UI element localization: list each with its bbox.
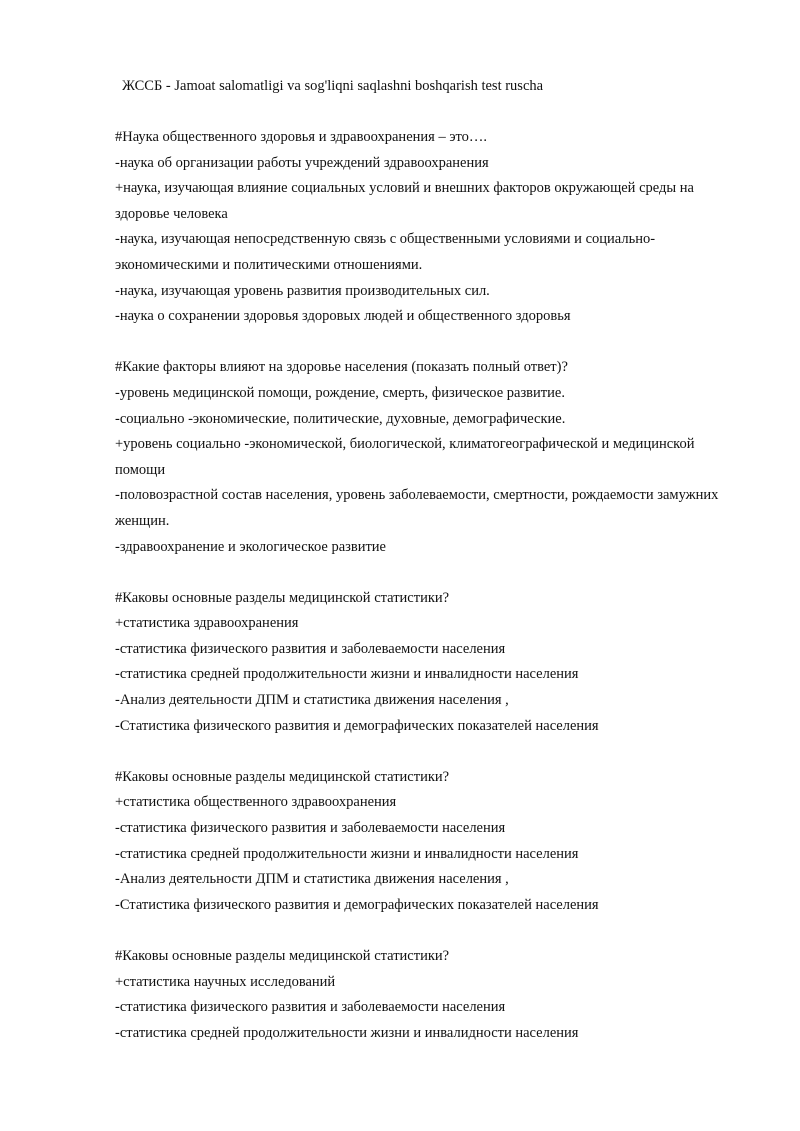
answer-option: -здравоохранение и экологическое развитие <box>115 538 386 555</box>
answer-option: -статистика физического развития и заболеваемости населения <box>115 640 506 657</box>
answer-option: -социально -экономические, политические, духовные, демографические. <box>115 410 566 427</box>
answer-option: -половозрастной состав населения, уровень заболеваемости, смертности, рождаемости замужних женщин. <box>115 487 719 529</box>
question-block <box>115 586 735 740</box>
question-text: #Какие факторы влияют на здоровье населения (показать полный ответ)? <box>115 359 568 376</box>
document-title: ЖССБ - Jamoat salomatligi va sog'liqni saqlashni boshqarish test ruscha <box>122 78 544 94</box>
answer-option: -статистика физического развития и заболеваемости населения <box>115 820 506 837</box>
answer-option: -наука, изучающая уровень развития производительных сил. <box>115 282 490 299</box>
document-body <box>115 125 735 1072</box>
answer-option-correct: +статистика научных исследований <box>115 973 336 990</box>
answer-option-correct: +уровень социально -экономической, биологической, климатогеографической и медицинской помощи <box>115 436 695 478</box>
answer-option: -статистика средней продолжительности жизни и инвалидности населения <box>115 845 579 862</box>
question-block <box>115 765 735 919</box>
question-text: #Каковы основные разделы медицинской статистики? <box>115 589 450 606</box>
question-block <box>115 125 735 330</box>
answer-option: -Статистика физического развития и демографических показателей населения <box>115 717 599 734</box>
answer-option: -наука о сохранении здоровья здоровых людей и общественного здоровья <box>115 308 571 325</box>
question-block <box>115 944 735 1046</box>
answer-option-correct: +статистика здравоохранения <box>115 615 299 632</box>
answer-option: -Анализ деятельности ДПМ и статистика движения населения , <box>115 871 509 888</box>
answer-option: -уровень медицинской помощи, рождение, смерть, физическое развитие. <box>115 384 565 401</box>
answer-option: -статистика средней продолжительности жизни и инвалидности населения <box>115 666 579 683</box>
answer-option: -наука, изучающая непосредственную связь с общественными условиями и социально-экономическими и политическими отношениями. <box>115 231 656 273</box>
answer-option: -статистика физического развития и заболеваемости населения <box>115 999 506 1016</box>
question-block <box>115 355 735 560</box>
question-text: #Каковы основные разделы медицинской статистики? <box>115 768 450 785</box>
answer-option: -наука об организации работы учреждений здравоохранения <box>115 154 489 171</box>
answer-option: -Статистика физического развития и демографических показателей населения <box>115 896 599 913</box>
answer-option: -Анализ деятельности ДПМ и статистика движения населения , <box>115 692 509 709</box>
answer-option-correct: +статистика общественного здравоохранения <box>115 794 397 811</box>
question-text: #Наука общественного здоровья и здравоохранения – это…. <box>115 129 488 145</box>
answer-option: -статистика средней продолжительности жизни и инвалидности населения <box>115 1024 579 1041</box>
answer-option-correct: +наука, изучающая влияние социальных условий и внешних факторов окружающей среды на здоровье человека <box>115 180 694 222</box>
question-text: #Каковы основные разделы медицинской статистики? <box>115 948 450 964</box>
